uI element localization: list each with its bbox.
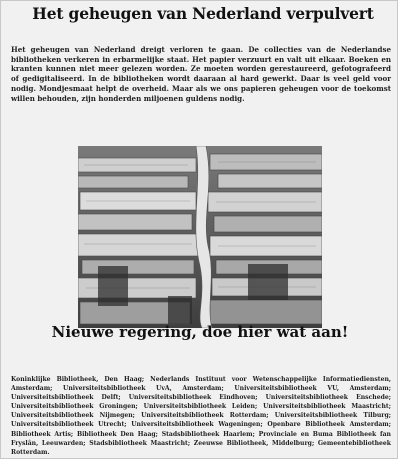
headline: Het geheugen van Nederland verpulvert (32, 4, 374, 23)
decaying-papers-photo (78, 146, 322, 328)
photo-illustration (78, 146, 322, 328)
library-list: Koninklijke Bibliotheek, Den Haag; Nederlands Instituut voor Wetenschappelijke Informatiediensten, Amsterdam; Universiteitsbibliotheek UvA, Amsterdam; Universiteitsbibliotheek VU, Amsterdam; Universiteitsbibliotheek Delft; Universiteitsbibliotheek Eindhoven; Universiteitsbibliotheek Enschede; Universiteitsbibliotheek Groningen; Universiteitsbibliotheek Leiden; Universiteitsbibliotheek Maastricht; Universiteitsbibliotheek Nijmegen; Universiteitsbibliotheek Rotterdam; Universiteitsbibliotheek Tilburg; Universiteitsbibliotheek Utrecht; Universiteitsbibliotheek Wageningen; Openbare Bibliotheek Amsterdam; Bibliotheek Artis; Bibliotheek Den Haag; Stadsbibliotheek Haarlem; Provinciale en Buma Bibliotheek fan Fryslân, Leeuwarden; Stadsbibliotheek Maastricht; Zeeuwse Bibliotheek, Middelburg; Gemeentebibliotheek Rotterdam. (11, 376, 391, 456)
intro-paragraph: Het geheugen van Nederland dreigt verloren te gaan. De collecties van de Nederlandse bibliotheken verkeren in erbarmelijke staat. Het papier verzuurt en valt uit elkaar. Boeken en kranten kunnen niet meer gelezen worden. Ze moeten worden gerestaureerd, gefotografeerd of gedigitaliseerd. In de bibliotheken wordt daaraan al hard gewerkt. Daar is veel geld voor nodig. Mondjesmaat helpt de overheid. Maar als we ons papieren geheugen voor de toekomst willen behouden, zijn honderden miljoenen guldens nodig. (11, 45, 391, 103)
call-to-action-banner: Nieuwe regering, doe hier wat aan! (51, 323, 349, 341)
